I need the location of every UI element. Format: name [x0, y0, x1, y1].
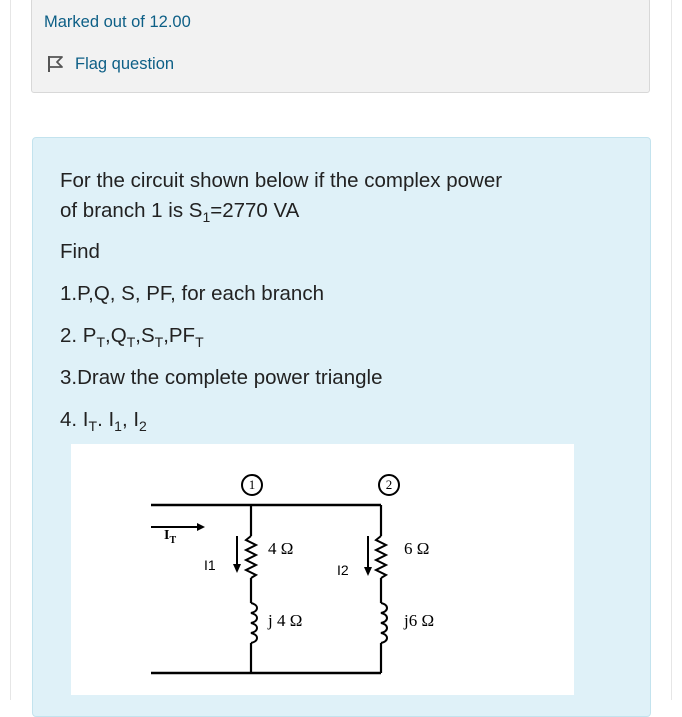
resistor-2-label: 6 Ω — [404, 539, 430, 558]
flag-question-button[interactable] — [46, 54, 174, 74]
resistor-1-label: 4 Ω — [268, 539, 294, 558]
task-item-3: 3.Draw the complete power triangle — [60, 366, 383, 389]
task-item-4: 4. $I_T$. $I_1$, $I_2$ — [60, 408, 147, 434]
branch2-current-label: I2 — [337, 562, 349, 578]
question-line-2: of branch 1 is $S_1=2770$ VA — [60, 199, 300, 225]
question-info-panel — [31, 0, 650, 93]
question-text-panel — [32, 137, 651, 717]
node-1-marker: 1 — [241, 474, 263, 496]
total-current-label: $I_T$ — [164, 528, 177, 546]
branch1-current-label: I1 — [204, 557, 216, 573]
node-2-marker: 2 — [378, 474, 400, 496]
task-item-2: 2. $P_T,Q_T,S_T,PF_T$ — [60, 324, 204, 350]
circuit-diagram — [71, 444, 574, 695]
page-border-left — [10, 0, 11, 700]
reactance-1-label: j 4 Ω — [268, 611, 303, 630]
question-line-1: For the circuit shown below if the complex power — [60, 169, 503, 192]
flag-icon — [46, 54, 66, 74]
find-heading: Find — [60, 240, 100, 263]
task-item-1: 1.P,Q, S, PF, for each branch — [60, 282, 324, 305]
circuit-wires — [71, 444, 574, 695]
reactance-2-label: j6 Ω — [404, 611, 435, 630]
flag-question-label: Flag question — [75, 54, 175, 73]
page-border-right — [671, 0, 672, 700]
marks-label: Marked out of 12.00 — [44, 13, 191, 31]
